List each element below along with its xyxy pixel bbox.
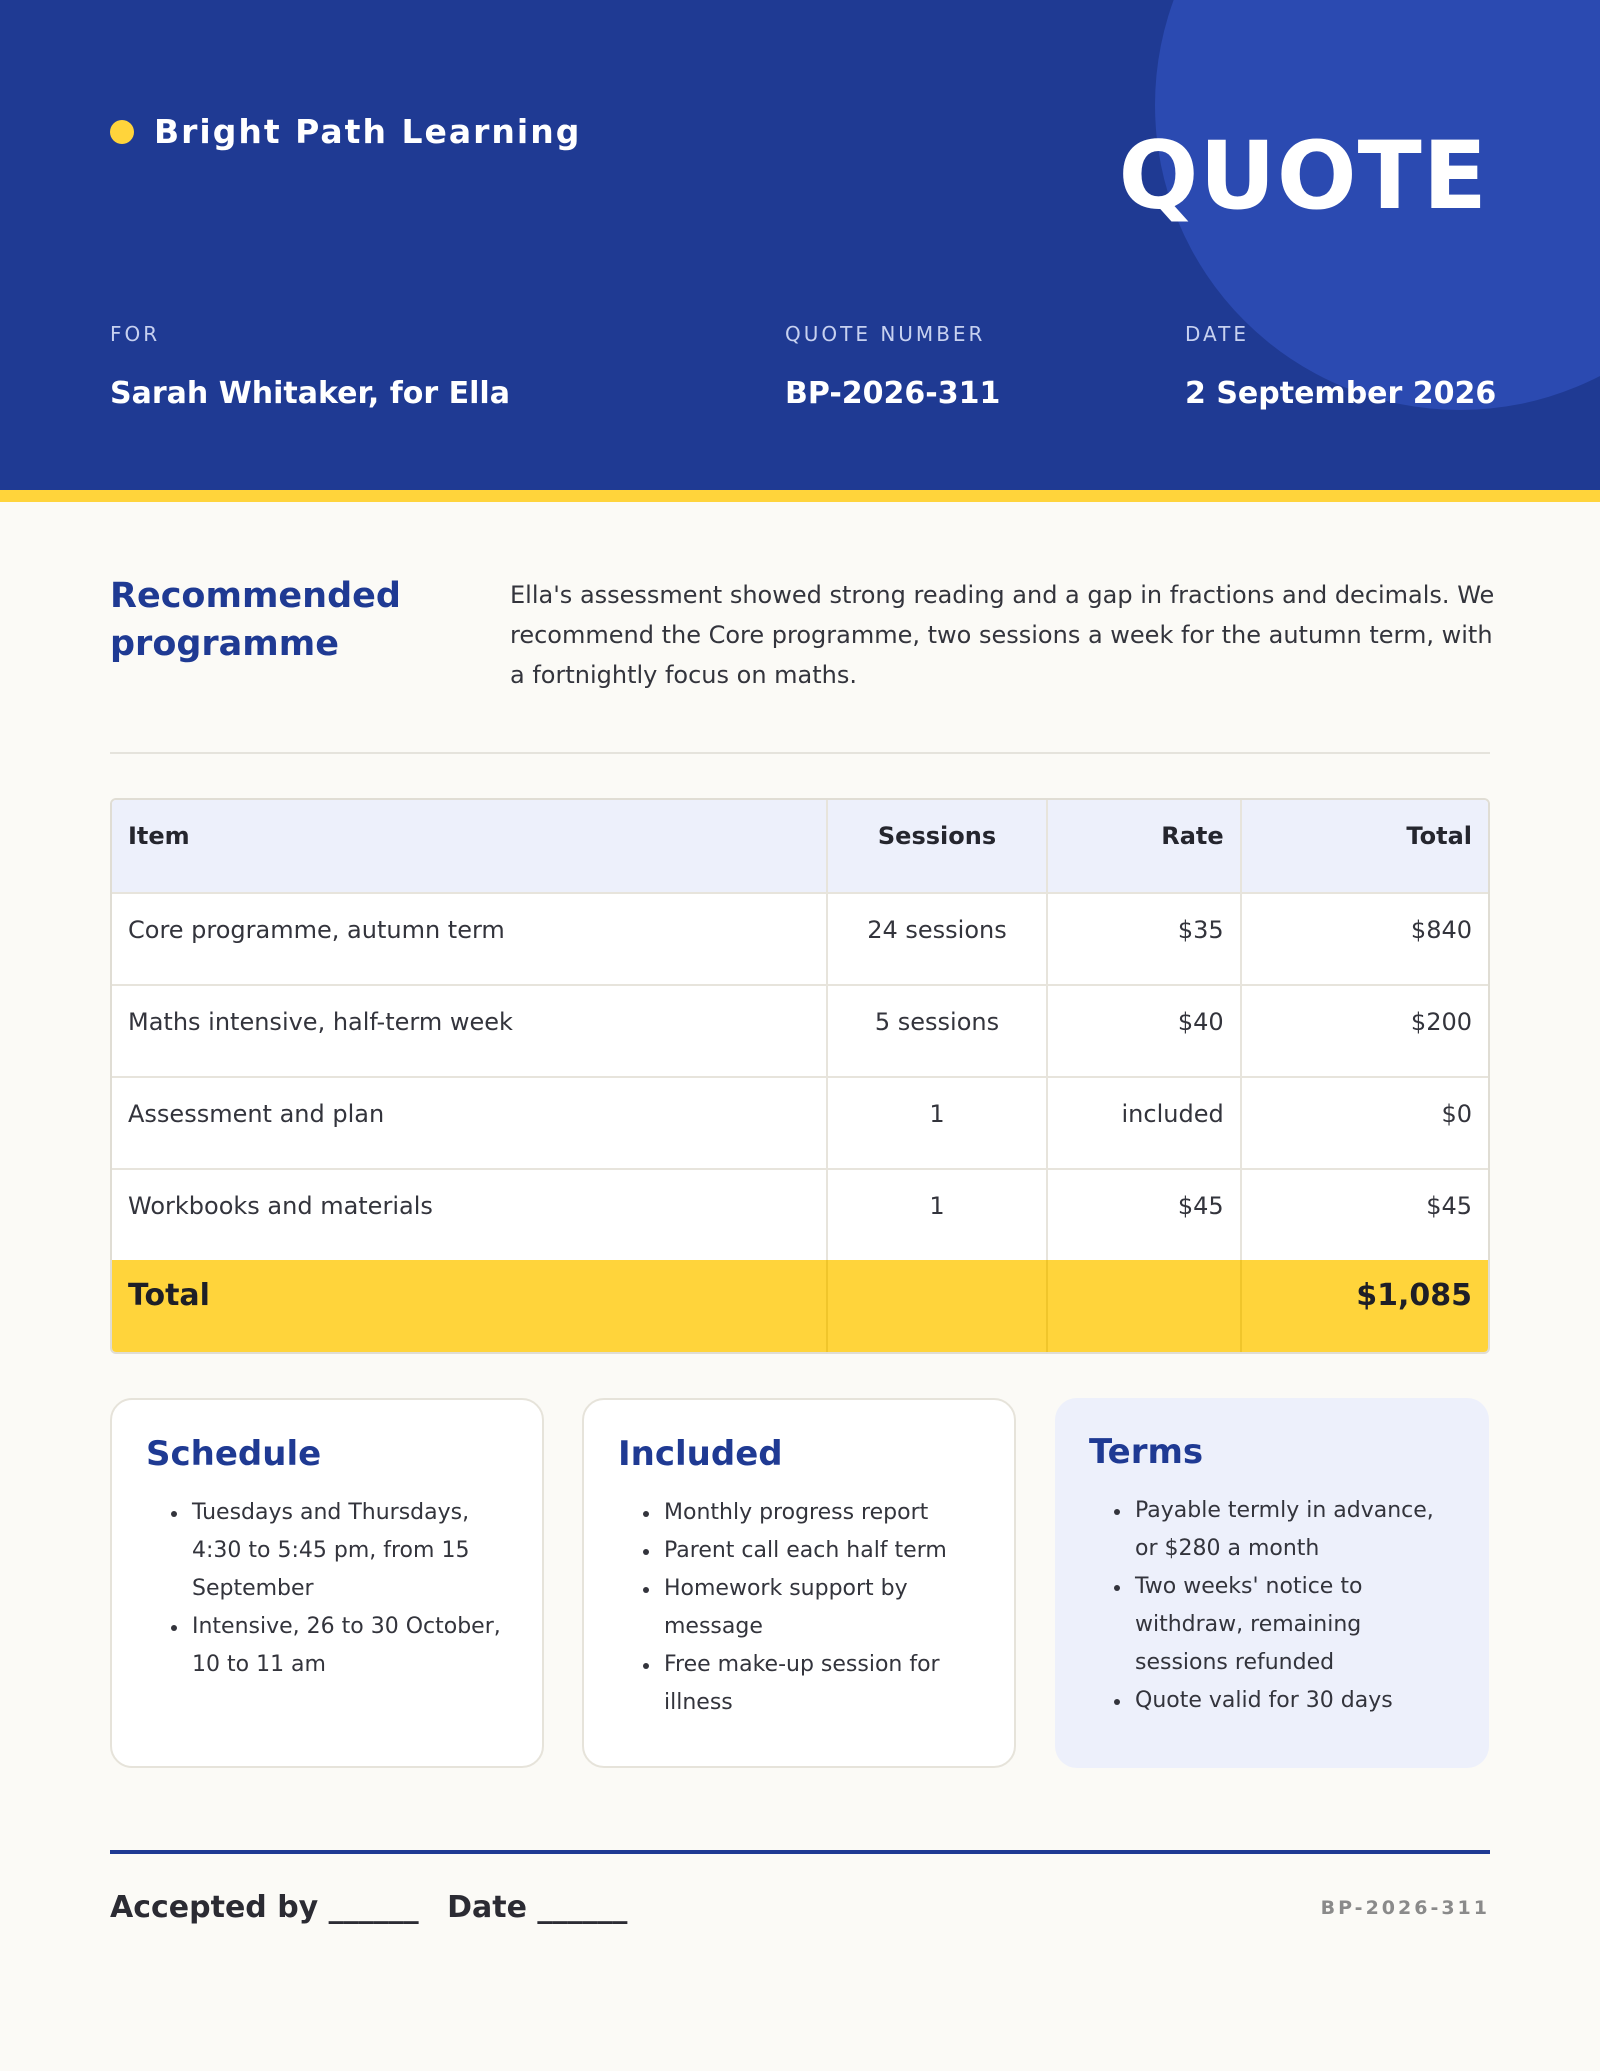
table-row — [112, 892, 1488, 984]
column-header-sessions: Sessions — [826, 800, 1046, 892]
for-value: Sarah Whitaker, for Ella — [110, 376, 510, 411]
cell-total: $0 — [1240, 1078, 1488, 1168]
cell-item: Maths intensive, half-term week — [128, 1008, 513, 1036]
for-label: FOR — [110, 322, 161, 346]
quote-number-label: QUOTE NUMBER — [785, 322, 986, 346]
column-header-rate: Rate — [1046, 800, 1239, 892]
cell-rate: $35 — [1046, 894, 1239, 984]
acceptance-line — [110, 1890, 645, 1925]
brand-name: Bright Path Learning — [154, 112, 582, 151]
quote-table — [110, 798, 1490, 1354]
cell-total: $840 — [1240, 894, 1488, 984]
cell-rate: included — [1046, 1078, 1239, 1168]
cell-sessions: 1 — [826, 1170, 1046, 1260]
terms-card — [1055, 1398, 1489, 1768]
cell-total: $200 — [1240, 986, 1488, 1076]
brand-dot-icon — [110, 120, 134, 144]
meta-date — [1185, 322, 1496, 411]
quote-number-value: BP-2026-311 — [785, 376, 1001, 411]
cell-item: Assessment and plan — [128, 1100, 385, 1128]
cell-sessions: 1 — [826, 1078, 1046, 1168]
cell-item: Workbooks and materials — [128, 1192, 433, 1220]
cell-item: Core programme, autumn term — [128, 916, 505, 944]
programme-description: Ella's assessment showed strong reading and a gap in fractions and decimals. We recommend the Core programme, two sessions a week for the autumn term, with a fortnightly focus on maths. — [510, 581, 1495, 689]
list-item: Intensive, 26 to 30 October, 10 to 11 am — [146, 1608, 508, 1684]
included-list — [618, 1494, 980, 1722]
list-item: Parent call each half term — [618, 1532, 980, 1570]
cell-rate: $40 — [1046, 986, 1239, 1076]
list-item: Two weeks' notice to withdraw, remaining sessions refunded — [1089, 1568, 1455, 1682]
footer-rule — [110, 1850, 1490, 1854]
schedule-card — [110, 1398, 544, 1768]
accepted-by-field[interactable]: Accepted by ______ — [110, 1890, 419, 1925]
list-item: Homework support by message — [618, 1570, 980, 1646]
list-item: Monthly progress report — [618, 1494, 980, 1532]
table-header-row — [112, 800, 1488, 892]
total-empty-cell — [826, 1260, 1046, 1352]
column-header-total: Total — [1240, 800, 1488, 892]
cell-sessions: 5 sessions — [826, 986, 1046, 1076]
table-row — [112, 984, 1488, 1076]
meta-quote-number — [785, 322, 1000, 411]
document-title: QUOTE — [1118, 122, 1488, 231]
table-total-row — [112, 1260, 1488, 1352]
cell-total: $45 — [1240, 1170, 1488, 1260]
total-empty-cell — [1046, 1260, 1239, 1352]
terms-list — [1089, 1492, 1455, 1720]
footer-reference: BP-2026-311 — [1320, 1897, 1490, 1919]
total-value: $1,085 — [1240, 1260, 1488, 1352]
terms-title: Terms — [1089, 1432, 1204, 1472]
cell-rate: $45 — [1046, 1170, 1239, 1260]
acceptance-date-field[interactable]: Date ______ — [447, 1890, 628, 1925]
brand — [110, 112, 581, 151]
date-label: DATE — [1185, 322, 1250, 346]
included-title: Included — [618, 1434, 783, 1474]
list-item: Tuesdays and Thursdays, 4:30 to 5:45 pm, from 15 September — [146, 1494, 508, 1608]
schedule-title: Schedule — [146, 1434, 322, 1474]
table-row — [112, 1076, 1488, 1168]
list-item: Payable termly in advance, or $280 a month — [1089, 1492, 1455, 1568]
column-header-item: Item — [128, 822, 190, 850]
list-item: Free make-up session for illness — [618, 1646, 980, 1722]
date-value: 2 September 2026 — [1185, 376, 1497, 411]
header-band — [0, 0, 1600, 490]
section-divider — [110, 752, 1490, 754]
meta-for — [110, 322, 510, 411]
total-label: Total — [128, 1278, 210, 1313]
schedule-list — [146, 1494, 508, 1684]
table-row — [112, 1168, 1488, 1260]
included-card — [582, 1398, 1016, 1768]
cell-sessions: 24 sessions — [826, 894, 1046, 984]
header-accent-stripe — [0, 490, 1600, 502]
programme-heading: Recommended programme — [110, 576, 401, 664]
list-item: Quote valid for 30 days — [1089, 1682, 1455, 1720]
